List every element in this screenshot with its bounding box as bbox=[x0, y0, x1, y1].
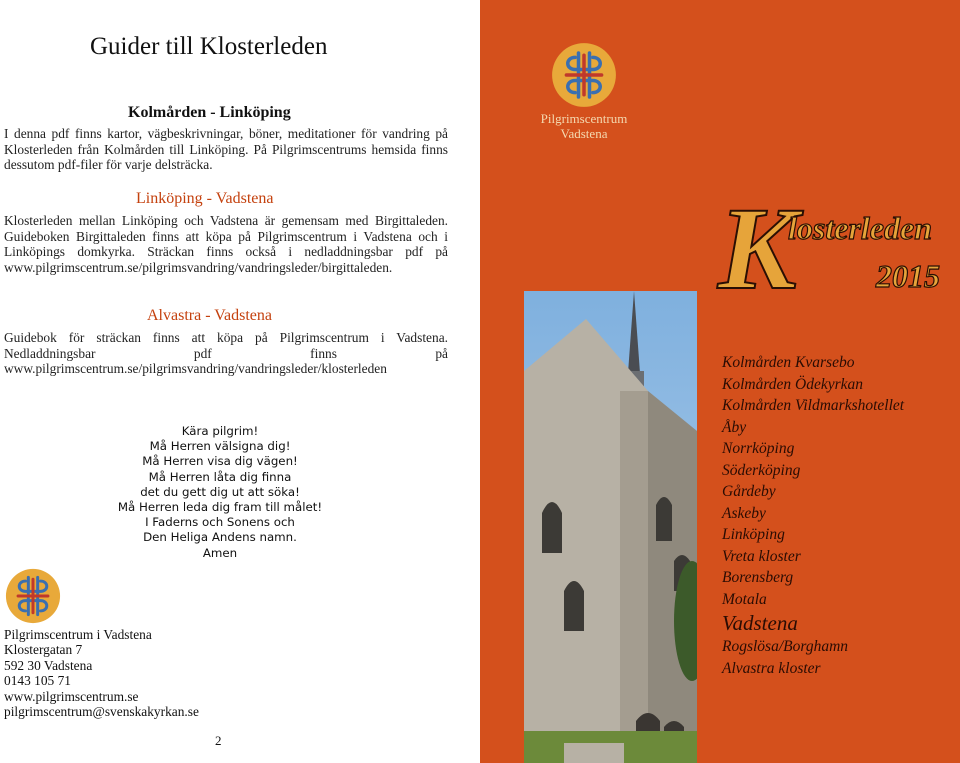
cover-title: losterleden bbox=[788, 210, 932, 246]
place-item: Alvastra kloster bbox=[722, 659, 821, 677]
prayer-line: Må Herren leda dig fram till målet! bbox=[117, 500, 323, 515]
place-item: Kolmården Ödekyrkan bbox=[722, 375, 864, 393]
place-item: Kolmården Vildmarkshotellet bbox=[722, 397, 905, 414]
brand-name bbox=[507, 111, 661, 141]
place-item: Kolmården Kvarsebo bbox=[722, 354, 855, 371]
place-list bbox=[722, 352, 958, 679]
prayer-line: Må Herren låta dig finna bbox=[148, 469, 292, 484]
page-number: 2 bbox=[215, 733, 222, 748]
place-item-highlight: Vadstena bbox=[722, 611, 798, 635]
place-item: Söderköping bbox=[722, 461, 801, 479]
brand-line: Pilgrimscentrum bbox=[540, 111, 628, 126]
section-text-kolmarden-linkoping: I denna pdf finns kartor, vägbeskrivningar, böner, meditationer för vandring på Klosterleden från Kolmården till Linköping. På Pilgrimscentrums hemsida finns dessutom pdf-filer för varje delsträcka. bbox=[4, 126, 448, 173]
page-title: Guider till Klosterleden bbox=[90, 33, 328, 60]
section-heading-kolmarden-linkoping: Kolmården - Linköping bbox=[128, 104, 291, 121]
place-item: Motala bbox=[722, 590, 767, 608]
prayer-line: I Faderns och Sonens och bbox=[145, 515, 295, 530]
pilgrimscentrum-logo-icon bbox=[551, 42, 617, 108]
prayer-line: Amen bbox=[202, 545, 238, 560]
contact-phone: 0143 105 71 bbox=[4, 673, 71, 689]
contact-info bbox=[4, 627, 199, 719]
contact-email-link[interactable]: pilgrimscentrum@svenskakyrkan.se bbox=[4, 704, 199, 720]
section-heading-alvastra-vadstena: Alvastra - Vadstena bbox=[147, 307, 272, 324]
pilgrim-prayer bbox=[110, 424, 330, 561]
place-item: Vreta kloster bbox=[722, 547, 801, 565]
prayer-line: det du gett dig ut att söka! bbox=[140, 484, 300, 499]
place-item: Norrköping bbox=[722, 440, 795, 457]
prayer-line: Må Herren visa dig vägen! bbox=[142, 454, 298, 469]
prayer-line: Må Herren välsigna dig! bbox=[149, 439, 291, 454]
section-text-linkoping-vadstena: Klosterleden mellan Linköping och Vadstena är gemensam med Birgittaleden. Guideboken Birgittaleden finns att köpa på Pilgrimscentrum i Vadstena och i Linköpings domkyrka. Sträckan finns också i nedladdningsbar pdf på www.pilgrimscentrum.se/pilgrimsvandring/vandringsleder/birgittaleden. bbox=[4, 213, 448, 275]
place-item: Askeby bbox=[722, 504, 766, 522]
vadstena-church-photo bbox=[524, 291, 697, 763]
contact-website-link[interactable]: www.pilgrimscentrum.se bbox=[4, 688, 139, 704]
pilgrimscentrum-logo-icon bbox=[5, 568, 61, 624]
place-item: Rogslösa/Borghamn bbox=[722, 638, 849, 655]
place-item: Åby bbox=[722, 418, 747, 436]
prayer-line: Kära pilgrim! bbox=[181, 424, 259, 438]
section-heading-linkoping-vadstena: Linköping - Vadstena bbox=[136, 190, 274, 207]
contact-street: Klostergatan 7 bbox=[4, 642, 83, 658]
cover-title-initial: K bbox=[718, 183, 797, 314]
contact-organization: Pilgrimscentrum i Vadstena bbox=[4, 627, 152, 642]
place-item: Gårdeby bbox=[722, 483, 776, 500]
contact-postal-city: 592 30 Vadstena bbox=[4, 657, 93, 673]
place-item: Linköping bbox=[722, 526, 785, 543]
place-item: Borensberg bbox=[722, 569, 794, 586]
section-text-alvastra-vadstena: Guidebok för sträckan finns att köpa på Pilgrimscentrum i Vadstena. Nedladdningsbar pdf finns på www.pilgrimscentrum.se/pilgrimsvandring/vandringsleder/klosterleden bbox=[4, 330, 448, 377]
cover-year: 2015 bbox=[876, 258, 940, 294]
prayer-line: Den Heliga Andens namn. bbox=[143, 530, 297, 545]
brand-line: Vadstena bbox=[560, 126, 608, 141]
